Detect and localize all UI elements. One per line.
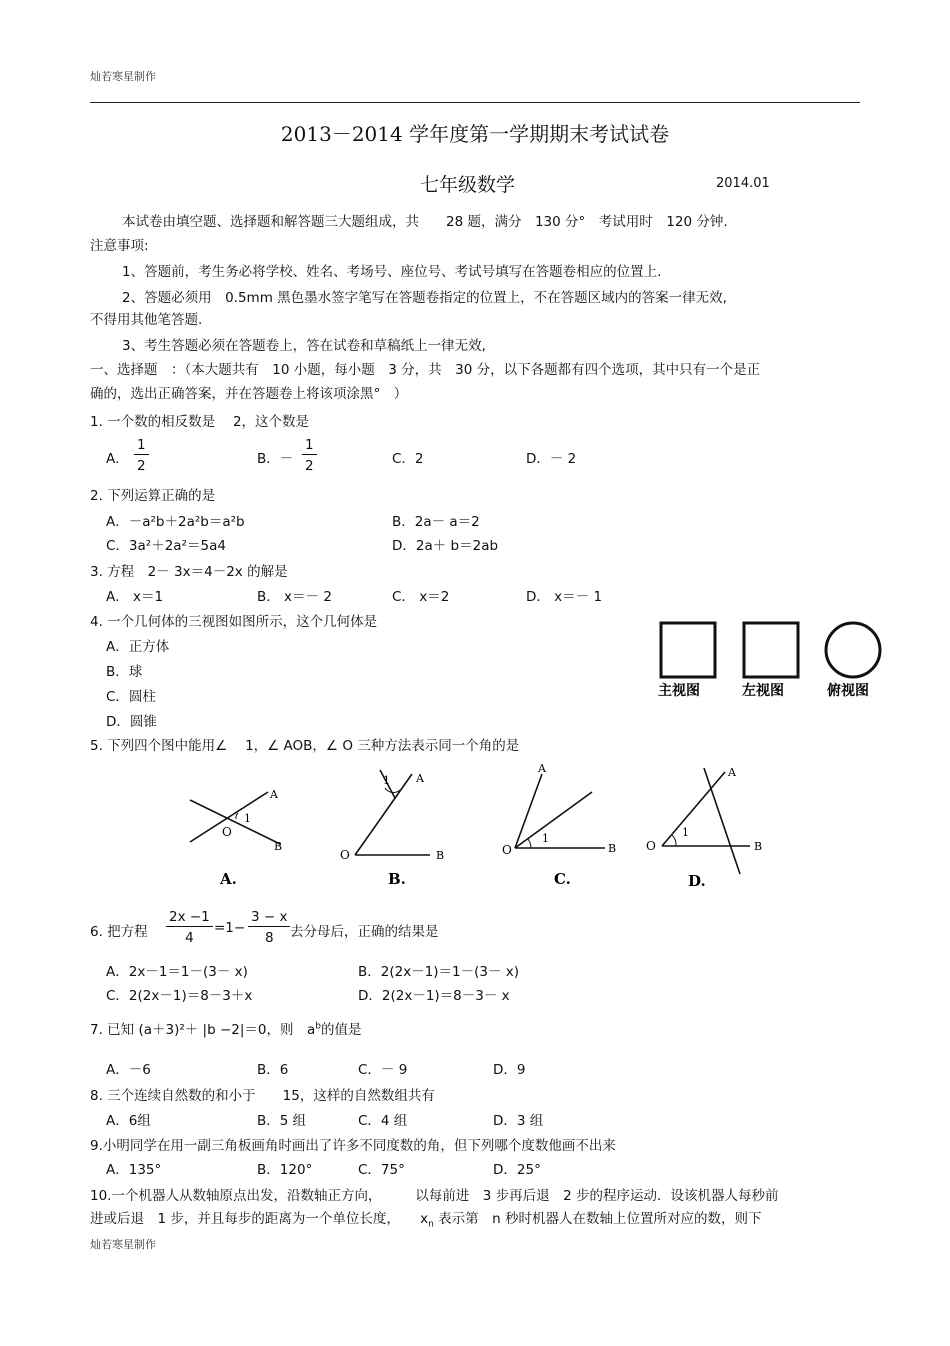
question-5-stem: 5. 下列四个图中能用∠ 1，∠ AOB，∠ O 三种方法表示同一个角的是 — [90, 738, 520, 754]
q10-line-2-end: 表示第 n 秒时机器人在数轴上位置所对应的数，则下 — [433, 1211, 762, 1227]
q7-stem-text: 7. 已知 (a＋3)²＋ |b −2|＝0，则 a — [90, 1022, 316, 1038]
figure-b-label: B. — [388, 870, 406, 888]
notice-heading: 注意事项: — [90, 238, 149, 254]
figure-d-label: D. — [688, 872, 706, 890]
q2-option-a: A．－a²b＋2a²b＝a²b — [106, 514, 245, 530]
q4-option-b: B．球 — [106, 664, 143, 680]
q3-option-d: D． x＝－ 1 — [526, 589, 603, 605]
figure-d-angle-mark: 1 — [682, 826, 689, 839]
q1-option-b-label: B．－ — [257, 451, 294, 467]
front-view-label: 主视图 — [658, 683, 700, 699]
q8-option-b: B．5 组 — [257, 1113, 307, 1129]
question-7-stem — [90, 1018, 362, 1038]
figure-c-label: C. — [554, 870, 571, 888]
notice-item: 3、考生答题必须在答题卷上，答在试卷和草稿纸上一律无效, — [122, 338, 486, 354]
figure-b-point-b: B — [436, 849, 445, 862]
q7-option-c: C．－ 9 — [358, 1062, 408, 1078]
front-view-square — [661, 623, 715, 677]
q4-option-a: A．正方体 — [106, 639, 170, 655]
fraction-numerator: 1 — [302, 436, 317, 455]
q9-option-b: B．120° — [257, 1162, 313, 1178]
q8-option-d: D．3 组 — [493, 1113, 544, 1129]
q2-option-d: D．2a＋ b＝2ab — [392, 538, 499, 554]
notice-item: 不得用其他笔答题. — [90, 312, 203, 328]
figure-c-angle-mark: 1 — [542, 832, 549, 845]
question-10-line-2 — [90, 1207, 761, 1230]
top-view-circle — [826, 623, 880, 677]
figure-b-point-a: A — [416, 772, 424, 785]
q4-option-c: C．圆柱 — [106, 689, 156, 705]
q9-option-c: C．75° — [358, 1162, 405, 1178]
header-note: 灿若寒星制作 — [90, 70, 156, 83]
fraction-denominator: 2 — [137, 458, 146, 474]
q6-option-c: C．2(2x－1)＝8－3＋x — [106, 988, 253, 1004]
fraction-denominator: 2 — [305, 458, 314, 474]
question-8-stem: 8. 三个连续自然数的和小于 15，这样的自然数组共有 — [90, 1088, 435, 1104]
figure-a — [190, 788, 282, 888]
notice-item: 1、答题前，考生务必将学校、姓名、考场号、座位号、考试号填写在答题卷相应的位置上. — [122, 264, 662, 280]
q6-option-b: B．2(2x－1)＝1－(3－ x) — [358, 964, 520, 980]
fraction-denominator: 8 — [264, 930, 274, 946]
q1-option-a-fraction — [134, 436, 149, 475]
question-1-stem: 1. 一个数的相反数是 2，这个数是 — [90, 414, 310, 430]
question-3-stem: 3. 方程 2－ 3x＝4－2x 的解是 — [90, 564, 288, 580]
figure-d-point-a: A — [728, 766, 736, 779]
q6-middle: =1− — [214, 920, 246, 936]
three-views-figure — [650, 615, 890, 705]
q2-option-b: B．2a－ a＝2 — [392, 514, 480, 530]
q6-suffix: 去分母后，正确的结果是 — [290, 924, 439, 940]
header-rule — [90, 102, 860, 103]
q1-option-c: C．2 — [392, 451, 424, 467]
page-title: 2013－2014 学年度第一学期期末考试试卷 — [280, 122, 670, 146]
q10-line-2-start: 进或后退 1 步，并且每步的距离为一个单位长度， x — [90, 1211, 429, 1227]
question-10-line-1: 10.一个机器人从数轴原点出发，沿数轴正方向， 以每前进 3 步再后退 2 步的程序运动．设该机器人每秒前 — [90, 1188, 779, 1204]
notice-item: 2、答题必须用 0.5mm 黑色墨水签字笔写在答题卷指定的位置上，不在答题区域内的答案一律无效, — [122, 290, 727, 306]
q8-option-c: C．4 组 — [358, 1113, 408, 1129]
question-6-prefix: 6. 把方程 — [90, 924, 148, 940]
q6-option-a: A．2x－1＝1－(3－ x) — [106, 964, 248, 980]
section-heading-cont: 确的，选出正确答案，并在答题卷上将该项涂黑° ） — [90, 386, 408, 402]
figure-a-point-o: O — [222, 825, 232, 839]
q1-option-a-label: A． — [106, 451, 129, 467]
fraction-numerator: 2x −1 — [166, 908, 213, 927]
q2-option-c: C．3a²＋2a²＝5a4 — [106, 538, 226, 554]
angle-figures — [180, 758, 780, 898]
fraction-numerator: 1 — [134, 436, 149, 455]
question-4-stem: 4. 一个几何体的三视图如图所示，这个几何体是 — [90, 614, 378, 630]
section-heading: 一、选择题 ：（本大题共有 10 小题，每小题 3 分，共 30 分，以下各题都有四个选项，其中只有一个是正 — [90, 362, 761, 378]
q7-exponent: b — [315, 1021, 321, 1032]
figure-b-angle-mark: 1 — [383, 774, 390, 787]
q6-fraction-2 — [248, 908, 290, 947]
q1-option-b-fraction — [302, 436, 317, 475]
top-view-label: 俯视图 — [827, 683, 869, 699]
fraction-denominator: 4 — [185, 930, 194, 946]
q1-option-d: D．－ 2 — [526, 451, 577, 467]
figure-a-point-b: B — [274, 840, 283, 853]
q7-stem-end: 的值是 — [321, 1022, 362, 1038]
q6-fraction-1 — [166, 908, 213, 947]
q9-option-d: D．25° — [493, 1162, 541, 1178]
figure-c — [502, 762, 616, 888]
q3-option-a: A． x＝1 — [106, 589, 164, 605]
q3-option-b: B． x＝－ 2 — [257, 589, 332, 605]
figure-d — [646, 766, 762, 890]
q7-option-b: B．6 — [257, 1062, 289, 1078]
intro-text: 本试卷由填空题、选择题和解答题三大题组成，共 28 题，满分 130 分° 考试用时 120 分钟. — [122, 214, 728, 230]
figure-b-point-o: O — [340, 848, 350, 862]
question-9-stem: 9.小明同学在用一副三角板画角时画出了许多不同度数的角，但下列哪个度数他画不出来 — [90, 1138, 616, 1154]
question-2-stem: 2. 下列运算正确的是 — [90, 488, 216, 504]
figure-c-point-b: B — [608, 842, 617, 855]
figure-c-point-o: O — [502, 843, 512, 857]
figure-a-label: A. — [220, 870, 237, 888]
figure-d-point-b: B — [754, 840, 763, 853]
subject-title: 七年级数学 — [420, 174, 516, 196]
q9-option-a: A．135° — [106, 1162, 162, 1178]
figure-b — [340, 770, 444, 888]
side-view-square — [744, 623, 798, 677]
footer-note: 灿若寒星制作 — [90, 1238, 156, 1251]
figure-d-point-o: O — [646, 839, 656, 853]
q4-option-d: D．圆锥 — [106, 714, 157, 730]
q8-option-a: A．6组 — [106, 1113, 151, 1129]
exam-date: 2014.01 — [716, 176, 770, 191]
q3-option-c: C． x＝2 — [392, 589, 450, 605]
figure-a-point-a: A — [270, 788, 278, 801]
fraction-numerator: 3 − x — [248, 908, 290, 927]
figure-a-angle-mark: 1 — [244, 812, 251, 825]
figure-c-point-a: A — [538, 762, 546, 775]
side-view-label: 左视图 — [742, 683, 784, 699]
q7-option-d: D．9 — [493, 1062, 526, 1078]
q10-subscript: n — [428, 1219, 434, 1230]
q6-option-d: D．2(2x－1)＝8－3－ x — [358, 988, 510, 1004]
q7-option-a: A．－6 — [106, 1062, 151, 1078]
